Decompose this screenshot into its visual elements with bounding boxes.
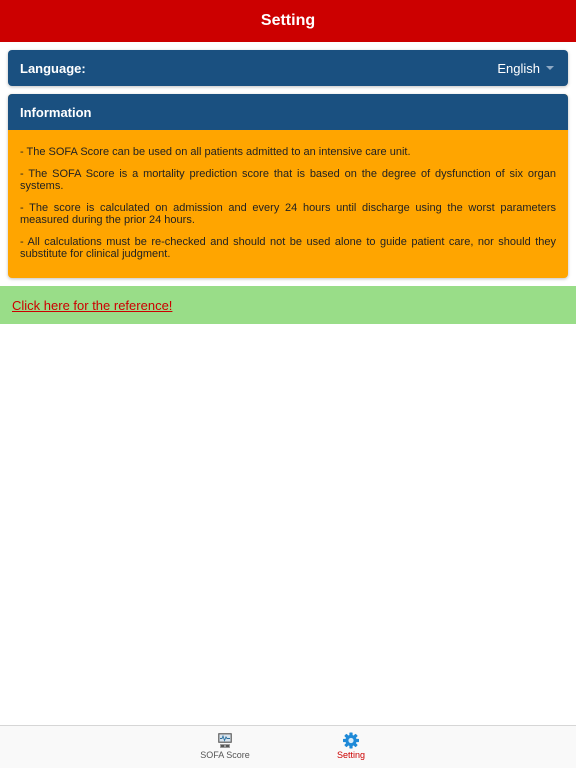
tab-label: SOFA Score [200,750,250,760]
tab-bar [0,725,576,768]
info-line: - The score is calculated on admission and every 24 hours until discharge using the worst parameters measured during the prior 24 hours. [20,202,556,226]
page-title: Setting [260,12,316,29]
language-card [8,50,568,86]
information-card [8,94,568,278]
information-body [8,130,568,260]
information-title: Information [20,104,92,120]
tab-label: Setting [336,750,366,760]
reference-link[interactable]: Click here for the reference! [12,297,173,313]
navigation-bar [0,0,576,42]
info-line: - The SOFA Score can be used on all patients admitted to an intensive care unit. [20,146,411,158]
information-header [8,94,568,130]
info-line: - All calculations must be re-checked and should not be used alone to guide patient care, nor should they substitute for clinical judgment. [20,236,556,260]
language-selected-value: English [497,60,540,76]
tab-setting[interactable] [311,732,391,761]
info-line: - The SOFA Score is a mortality prediction score that is based on the degree of dysfunction of six organ systems. [20,168,556,192]
caret-down-icon [546,66,554,70]
ecg-monitor-icon [216,732,234,749]
gear-icon [342,732,360,749]
language-label: Language: [20,60,86,76]
tab-sofa-score[interactable] [185,732,265,761]
language-dropdown[interactable] [497,61,554,76]
reference-bar [0,286,576,324]
